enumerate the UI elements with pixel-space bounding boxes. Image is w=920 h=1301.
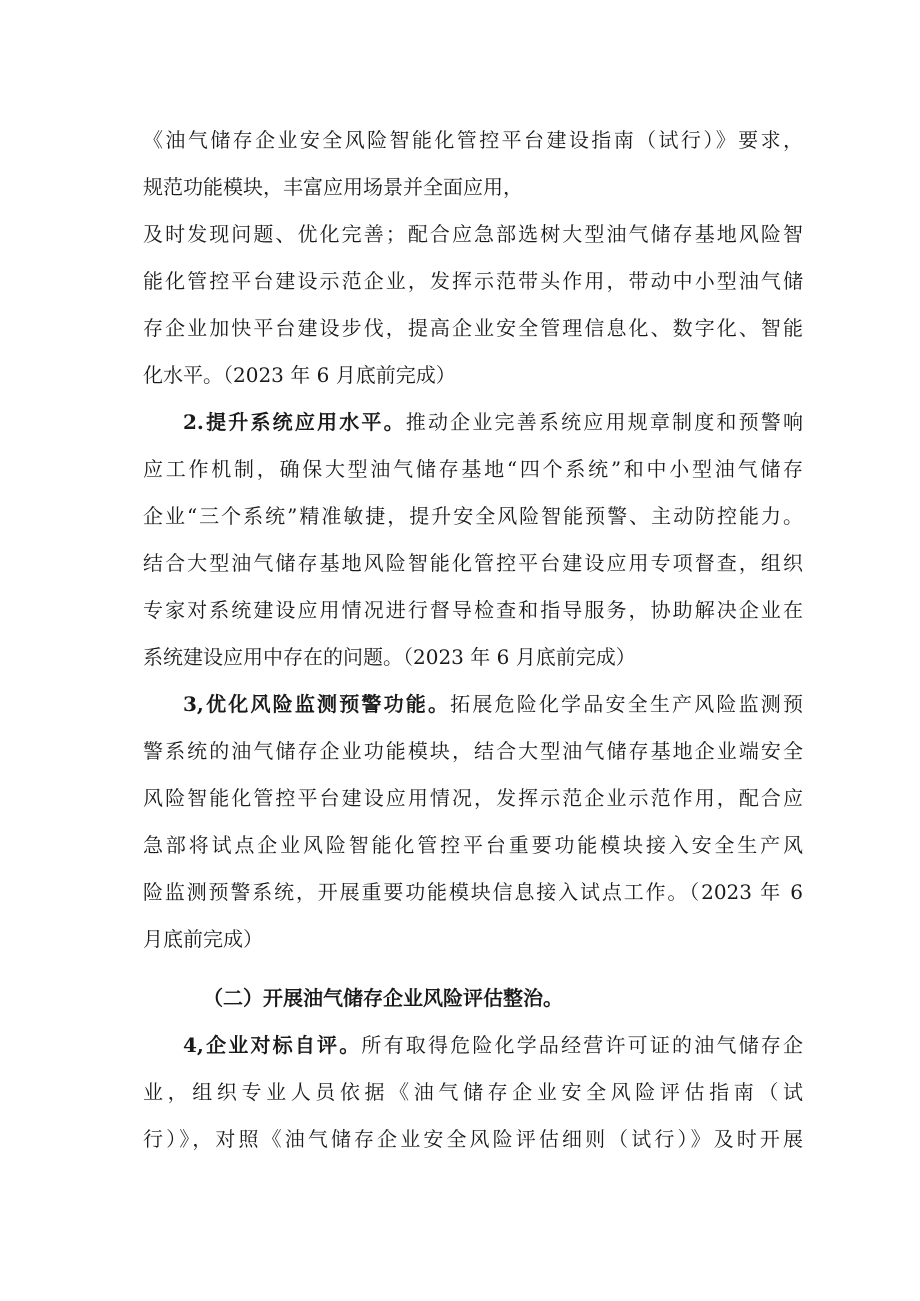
item-2-text: 推动企业完善系统应用规章制度和预警响 (405, 410, 803, 434)
body-line: 规范功能模块，丰富应用场景并全面应用， (143, 175, 523, 199)
body-line: 风险智能化管控平台建设应用情况，发挥示范企业示范作用，配合应 (143, 786, 803, 810)
item-2-lead: 2.提升系统应用水平。 (183, 410, 406, 434)
item-3-lead: 3,优化风险监测预警功能。 (183, 692, 451, 716)
body-line: 警系统的油气储存企业功能模块，结合大型油气储存基地企业端安全 (143, 739, 803, 763)
body-line: 险监测预警系统，开展重要功能模块信息接入试点工作。（2023 年 6 (143, 880, 803, 904)
body-line: 结合大型油气储存基地风险智能化管控平台建设应用专项督查，组织 (143, 551, 803, 575)
item-4-first-line (183, 1030, 803, 1060)
body-line: 化水平。（2023 年 6 月底前完成） (143, 363, 456, 387)
section-heading: （二）开展油气储存企业风险评估整治。 (203, 986, 563, 1010)
body-line: 及时发现问题、优化完善；配合应急部选树大型油气储存基地风险智 (143, 222, 803, 246)
item-4-text: 所有取得危险化学品经营许可证的油气储存企 (361, 1033, 804, 1057)
body-line: 企业“三个系统”精准敏捷，提升安全风险智能预警、主动防控能力。 (143, 504, 803, 528)
item-2-first-line (183, 407, 803, 437)
item-3-first-line (183, 689, 803, 719)
body-line: 系统建设应用中存在的问题。（2023 年 6 月底前完成） (143, 645, 636, 669)
body-line: 存企业加快平台建设步伐，提高企业安全管理信息化、数字化、智能 (143, 316, 803, 340)
body-line: 急部将试点企业风险智能化管控平台重要功能模块接入安全生产风 (143, 833, 803, 857)
body-line: 月底前完成） (143, 927, 263, 951)
item-4-lead: 4,企业对标自评。 (183, 1033, 362, 1057)
body-line: 专家对系统建设应用情况进行督导检查和指导服务，协助解决企业在 (143, 598, 803, 622)
body-line: 应工作机制，确保大型油气储存基地“四个系统”和中小型油气储存 (143, 457, 803, 481)
body-line: 行）》，对照《油气储存企业安全风险评估细则（试行）》及时开展 (143, 1127, 803, 1151)
body-line: 能化管控平台建设示范企业，发挥示范带头作用，带动中小型油气储 (143, 269, 803, 293)
body-line: 《油气储存企业安全风险智能化管控平台建设指南（试行）》要求， (143, 128, 803, 152)
body-line: 业，组织专业人员依据《油气储存企业安全风险评估指南（试 (143, 1080, 803, 1104)
item-3-text: 拓展危险化学品安全生产风险监测预 (450, 692, 803, 716)
